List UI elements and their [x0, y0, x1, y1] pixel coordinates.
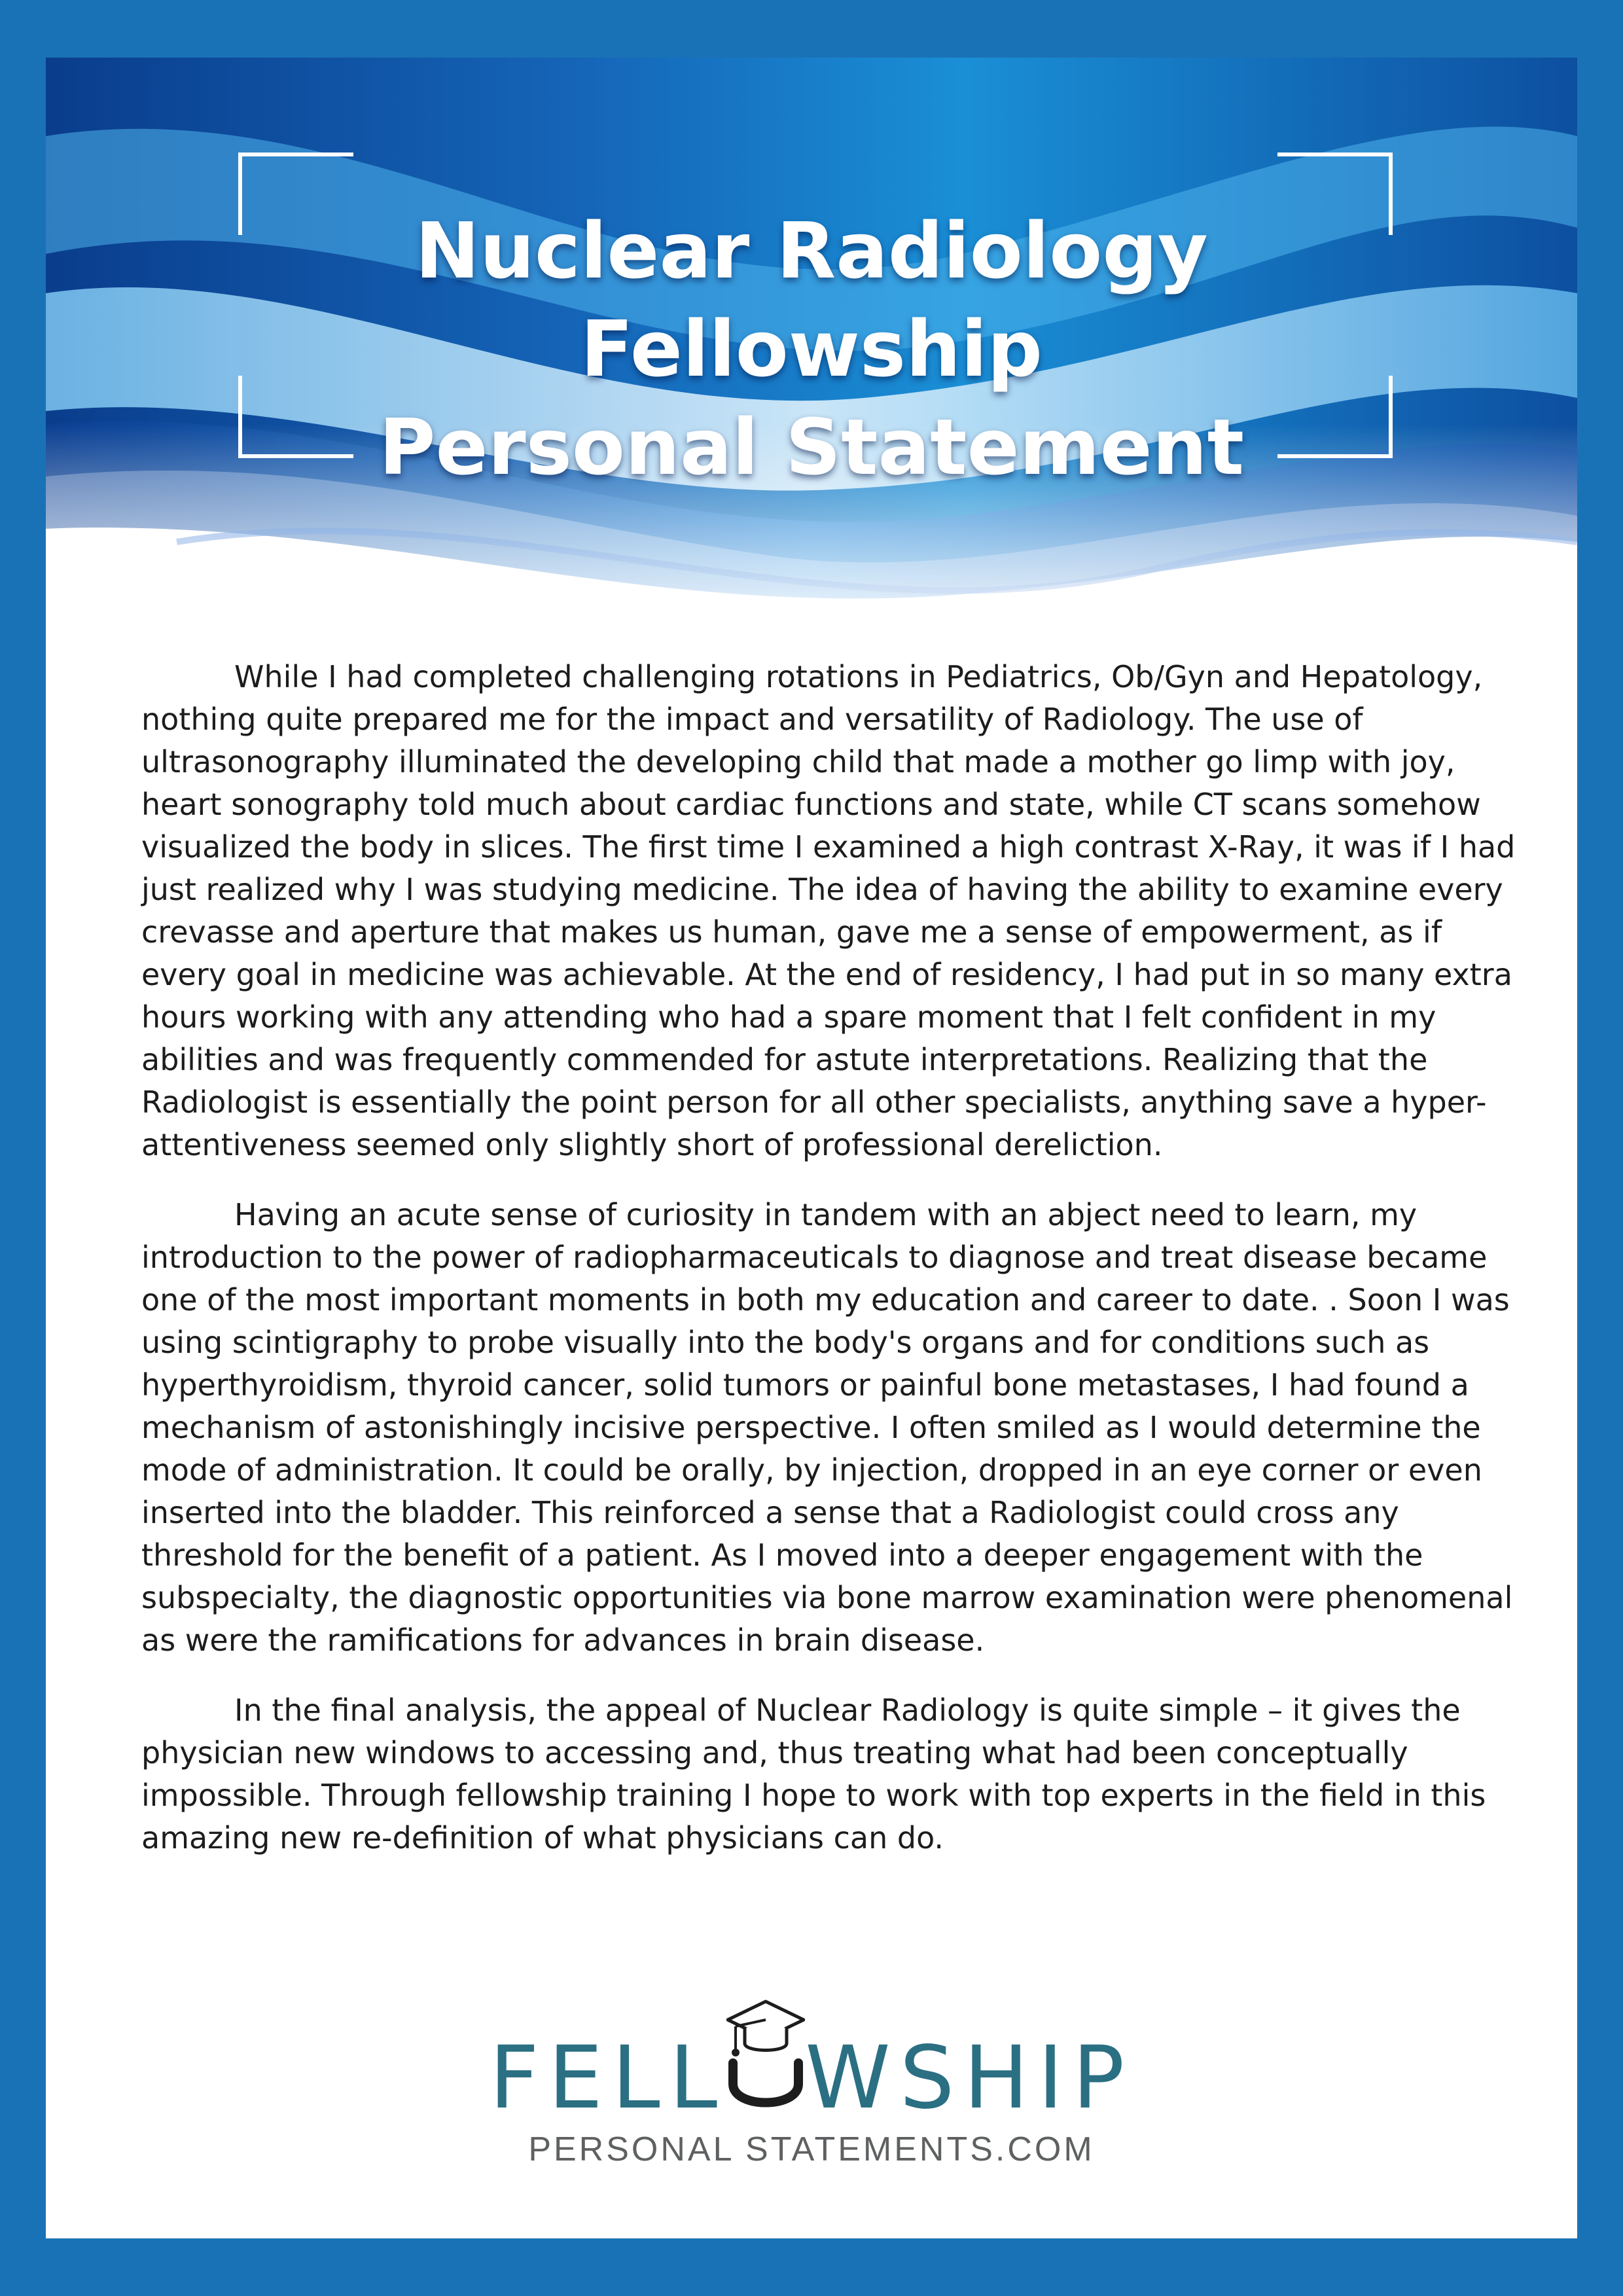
brand-logo — [46, 2029, 1577, 2169]
logo-subtitle: PERSONAL STATEMENTS.COM — [528, 2130, 1095, 2168]
logo-text-right: WSHIP — [805, 2028, 1134, 2128]
graduation-cap-icon — [726, 1998, 805, 2109]
logo-wordmark — [490, 2029, 1134, 2127]
document-page — [46, 58, 1577, 2238]
logo-text-left: FELL — [489, 2028, 727, 2128]
header-banner — [46, 58, 1577, 647]
page-title — [229, 202, 1394, 496]
paragraph-1: While I had completed challenging rotations in Pediatrics, Ob/Gyn and Hepatology, nothing quite prepared me for the impact and versatility of Radiology. The use of ultrasonography illuminated the developing child that made a mother go limp with joy, heart sonography told much about cardiac functions and state, while CT scans somehow visualized the body in slices. The first time I examined a high contrast X-Ray, it was if I had just realized why I was studying medicine. The idea of having the ability to examine every crevasse and aperture that makes us human, gave me a sense of empowerment, as if every goal in medicine was achievable. At the end of residency, I had put in so many extra hours working with any attending who had a spare moment that I felt confident in my abilities and was frequently commended for astute interpretations. Realizing that the Radiologist is essentially the point person for all other specialists, anything save a hyper-attentiveness seemed only slightly short of professional dereliction. — [141, 659, 1516, 1162]
title-line-1: Nuclear Radiology Fellowship — [415, 206, 1208, 394]
title-line-2: Personal Statement — [378, 402, 1245, 492]
paragraph-3: In the final analysis, the appeal of Nuclear Radiology is quite simple – it gives the physician new windows to accessing and, thus treating what had been conceptually impossible. Through fellowship training I hope to work with top experts in the field in this amazing new re-definition of what physicians can do. — [141, 1693, 1486, 1856]
logo-o-cap — [726, 2042, 805, 2108]
statement-body — [141, 656, 1529, 1887]
paragraph-2: Having an acute sense of curiosity in tandem with an abject need to learn, my introduction to the power of radiopharmaceuticals to diagnose and treat disease became one of the most important moments in both my education and career to date. . Soon I was using scintigraphy to probe visually into the body's organs and for conditions such as hyperthyroidism, thyroid cancer, solid tumors or painful bone metastases, I had found a mechanism of astonishingly incisive perspective. I often smiled as I would determine the mode of administration. It could be orally, by injection, dropped in an eye corner or even inserted into the bladder. This reinforced a sense that a Radiologist could cross any threshold for the benefit of a patient. As I moved into a deeper engagement with the subspecialty, the diagnostic opportunities via bone marrow examination were phenomenal as were the ramifications for advances in brain disease. — [141, 1197, 1513, 1658]
